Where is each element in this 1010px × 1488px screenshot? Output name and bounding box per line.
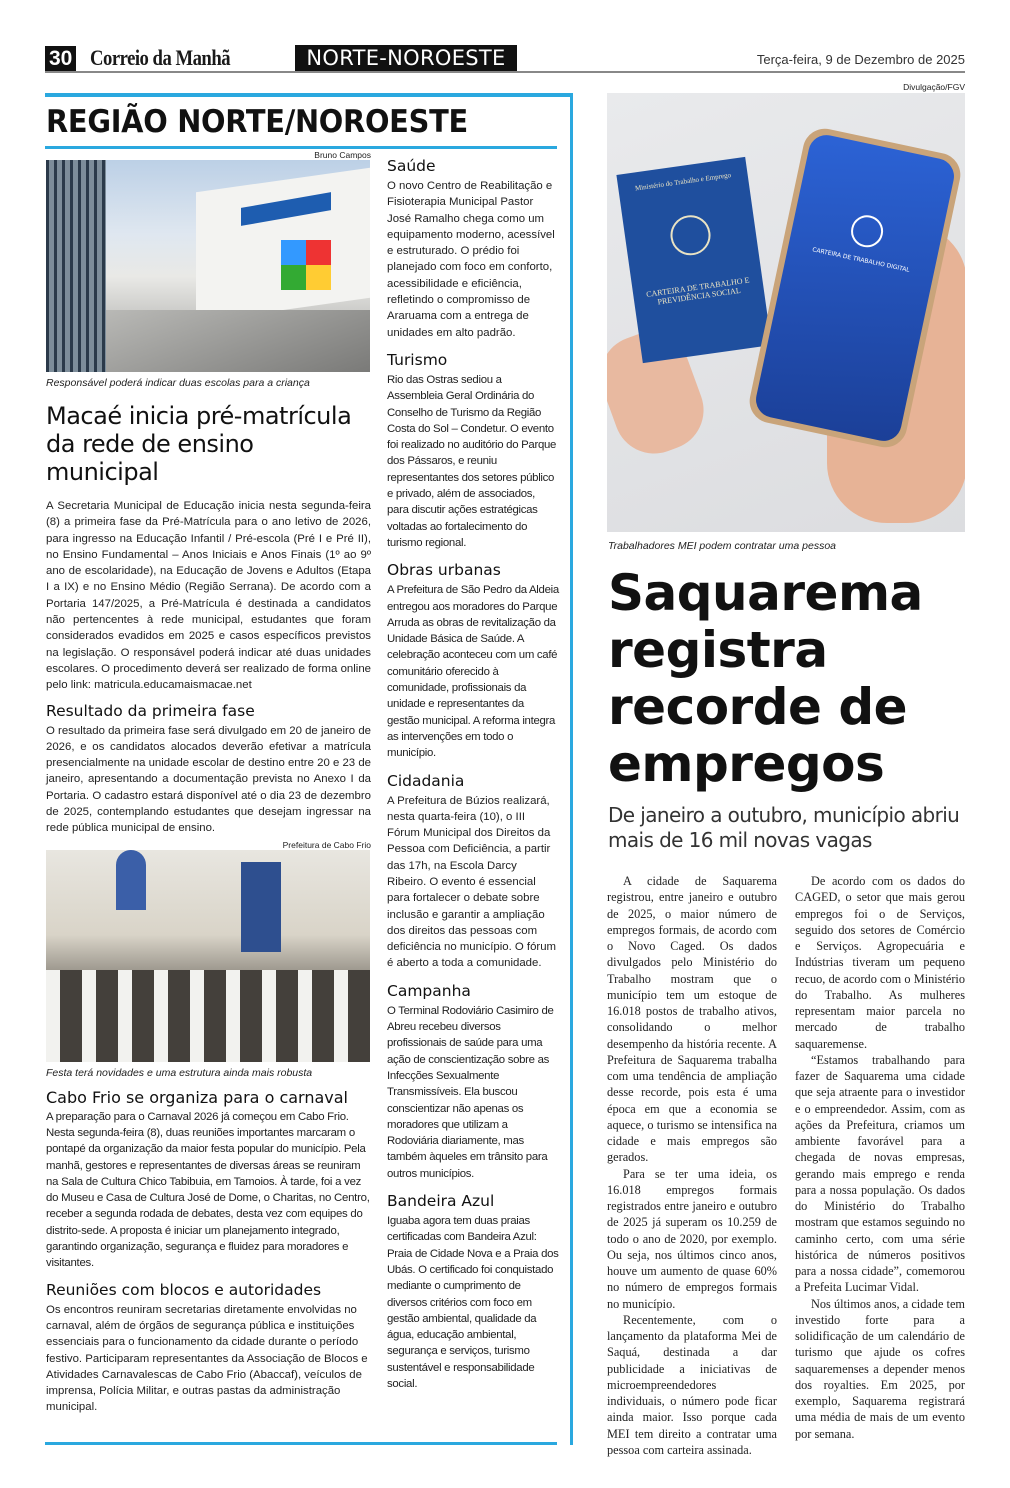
regional-briefs	[387, 157, 559, 1392]
article-paragraph: “Estamos trabalhando para fazer de Saquarema uma cidade que seja atraente para o investidor e o empreendedor. Assim, com as ações da Prefeitura, criamos um ambiente favorável para a chegada de novas empresas, gerando mais emprego e renda para a nossa população. Os dados do Ministério do Trabalho mostram que estamos seguindo no caminho certo, com uma série histórica de números positivos para a nossa cidade”, comemorou a Prefeita Lucimar Vidal.	[795, 1052, 965, 1295]
saquarema-article-col1	[607, 873, 777, 1458]
issue-date: Terça-feira, 9 de Dezembro de 2025	[756, 52, 965, 67]
article-headline: Macaé inicia pré-matrícula da rede de ensino municipal	[46, 402, 352, 486]
article-paragraph: De acordo com os dados do CAGED, o setor que mais gerou empregos foi o de Serviços, seguido dos setores de Comércio e Serviços. Agropecuária e Indústrias tiveram um pequeno recuo, de acordo com o Ministério do Trabalho. As mulheres representam maior parcela no mercado de trabalho saquaremense.	[795, 874, 965, 1051]
frame-right-rule	[570, 93, 573, 1445]
photo-credit: Divulgação/FGV	[903, 82, 965, 92]
article-paragraph: Os encontros reuniram secretarias diretamente envolvidas no carnaval, além de órgãos de segurança pública e instituições essenciais para o funcionamento da cidade durante o período festivo. Participaram representantes da Associação de Blocos e Atividades Carnavalescas de Cabo Frio (Abaccaf), veículos de imprensa, Polícia Militar, e outras pastas da administração municipal.	[46, 1303, 368, 1414]
article-paragraph: Nos últimos anos, a cidade tem investido forte para a solidificação de um calendário de turismo que ajude os cofres saquaremenses a depender menos dos royalties. Em 2025, por exemplo, Saquarema registrará uma média de mais de um evento por semana.	[795, 1296, 965, 1441]
brief-title: Obras urbanas	[387, 561, 501, 580]
frame-top-rule	[45, 93, 573, 97]
newspaper-brand: Correio da Manhã	[90, 45, 231, 70]
brief-text: A Prefeitura de São Pedro da Aldeia entregou aos moradores do Parque Arruda as obras de revitalização da Unidade Básica de Saúde. A celebração aconteceu com um café comunitário oferecido à comunidade, profissionais da unidade e representantes da gestão municipal. A reforma integra as intervenções em todo o município.	[387, 584, 559, 760]
article-paragraph: O resultado da primeira fase será divulgado em 20 de janeiro de 2026, e os candidatos alocados deverão efetivar a matrícula presencialmente na unidade escolar de destino entre 20 e 23 de janeiro, apresentando a documentação prevista no Anexo I da Portaria. O cadastro estará disponível até o dia 23 de dezembro de 2025, contemplando estudantes que desejam ingressar na rede pública municipal de ensino.	[46, 724, 371, 835]
frame-bottom-rule	[45, 1442, 557, 1445]
booklet-title: CARTEIRA DE TRABALHO E PREVIDÊNCIA SOCIAL	[645, 275, 750, 307]
article-paragraph: A preparação para o Carnaval 2026 já começou em Cabo Frio. Nesta segunda-feira (8), duas reuniões importantes marcaram o pontapé da organização da maior festa popular do município. Pela manhã, gestores e representantes de diversas áreas se reuniram na Sala de Cultura Chico Tabibuia, em Tamoios. À tarde, foi a vez do Museu e Casa de Cultura José de Dome, o Charitas, no Centro, receber a segunda rodada de debates, desta vez com equipes do distrito-sede. A proposta é iniciar um planejamento integrado, garantindo organização, segurança e fluidez para moradores e visitantes.	[46, 1110, 370, 1270]
brief-title: Cidadania	[387, 771, 465, 790]
page-number: 30	[45, 46, 76, 71]
work-card-photo	[607, 93, 965, 532]
article-paragraph: A cidade de Saquarema registrou, entre janeiro e outubro de 2025, o maior número de empregos formais, de acordo com o Novo Caged. Os dados divulgados pelo Ministério do Trabalho mostram que o município tem um estoque de 16.018 postos de trabalho ativos, consolidando o melhor desempenho da história recente. A Prefeitura de Saquarema trabalha com uma tendência de ampliação desse recorde, pois esta é uma época em que a economia se aquece, o turismo se intensifica na cidade e mais empregos são gerados.	[607, 874, 777, 1165]
article-paragraph: Recentemente, com o lançamento da plataforma Mei de Saquá, destinada a dar publicidade a iniciativas de microempreendedores individuais, o número pode ficar ainda maior. Isso porque cada MEI tem direito a contratar uma pessoa com carteira assinada.	[607, 1312, 777, 1457]
headline-deck: De janeiro a outubro, município abriu mais de 16 mil novas vagas	[608, 803, 960, 852]
brief-text: Iguaba agora tem duas praias certificadas com Bandeira Azul: Praia de Cidade Nova e a Praia dos Ubás. O certificado foi conquistado mediante o cumprimento de diversos critérios com foco em gestão ambiental, qualidade da água, educação ambiental, segurança e serviços, turismo sustentável e responsabilidade social.	[387, 1215, 559, 1390]
article-paragraph: A Secretaria Municipal de Educação inicia nesta segunda-feira (8) a primeira fase da Pré-Matrícula para o ano letivo de 2026, para ingresso na Educação Infantil / Pré-escola (Pré I e Pré II), no Ensino Fundamental – Anos Iniciais e Anos Finais (1º ao 9º ano de escolaridade), na Educação de Jovens e Adultos (Etapa I a IX) e no Ensino Médio (Região Serrana). De acordo com a Portaria 147/2025, a Pré-Matrícula é destinada a candidatos não pertencentes à rede municipal, estudantes que foram considerados evadidos em 2025 e casos específicos previstos na legislação. O responsável poderá indicar até duas unidades escolares. O procedimento deverá ser realizado de forma online pelo link: matricula.educamaismacae.net	[46, 500, 371, 692]
work-booklet	[616, 157, 771, 363]
school-building-photo	[46, 160, 370, 372]
booklet-ministry: Ministério do Trabalho e Emprego	[634, 171, 732, 193]
brief-title: Bandeira Azul	[387, 1192, 495, 1211]
photo-caption: Festa terá novidades e uma estrutura ainda mais robusta	[46, 1066, 313, 1079]
photo-credit: Prefeitura de Cabo Frio	[282, 839, 371, 850]
article-paragraph: Para se ter uma ideia, os 16.018 empregos formais registrados entre janeiro e outubro de 2025 já superam os 10.259 de todo o ano de 2020, por exemplo. Ou seja, nos últimos cinco anos, houve um aumento de quase 60% no número de empregos formais no município.	[607, 1166, 777, 1311]
cabo-frio-article	[46, 1088, 371, 1416]
article-subhead: Resultado da primeira fase	[46, 701, 255, 720]
brief-text: O Terminal Rodoviário Casimiro de Abreu recebeu diversos profissionais de saúde para uma ação de conscientização sobre as Infecções Sexualmente Transmissíveis. Ela buscou conscientizar não apenas os moradores que utilizam a Rodoviária diariamente, mas também àqueles em trânsito para outros municípios.	[387, 1004, 554, 1180]
brief-title: Saúde	[387, 157, 436, 175]
main-headline: Saquarema registra recorde de empregos	[608, 564, 923, 793]
title-underline	[45, 146, 557, 149]
article-headline: Cabo Frio se organiza para o carnaval	[46, 1087, 348, 1107]
article-columns	[607, 873, 968, 1458]
photo-credit: Bruno Campos	[314, 150, 371, 160]
carnival-meeting-photo	[46, 850, 370, 1062]
brief-text: Rio das Ostras sediou a Assembleia Geral Ordinária do Conselho de Turismo da Região Costa do Sol – Condetur. O evento foi realizado no auditório do Parque dos Pássaros, e reuniu representantes dos setores público e privado, além de associados, para discutir ações estratégicas voltadas ao fortalecimento do turismo regional.	[387, 373, 557, 549]
saquarema-story	[608, 565, 968, 1458]
macae-article	[46, 498, 371, 837]
brief-title: Turismo	[387, 350, 448, 369]
article-subhead: Reuniões com blocos e autoridades	[46, 1280, 322, 1299]
photo-caption: Responsável poderá indicar duas escolas para a criança	[46, 377, 310, 389]
header-rule	[45, 71, 965, 73]
brief-title: Campanha	[387, 981, 471, 1000]
phone-app-title: CARTEIRA DE TRABALHO DIGITAL	[811, 246, 911, 274]
brief-text: O novo Centro de Reabilitação e Fisioterapia Municipal Pastor José Ramalho chega como um equipamento moderno, acessível e estruturado. O prédio foi planejado com foco em conforto, acessibilidade e eficiência, refletindo o compromisso de Araruama com a entrega de unidades em alto padrão.	[387, 180, 555, 339]
section-label: NORTE-NOROESTE	[295, 45, 517, 71]
left-column	[46, 150, 371, 1416]
brief-text: A Prefeitura de Búzios realizará, nesta quarta-feira (10), o III Fórum Municipal dos Direitos da Pessoa com Deficiência, a partir das 17h, na Escola Darcy Ribeiro. O evento é essencial para fortalecer o debate sobre inclusão e garantir a ampliação dos direitos das pessoas com deficiência no município. O fórum é aberto a toda a comunidade.	[387, 794, 557, 970]
photo-caption: Trabalhadores MEI podem contratar uma pessoa	[608, 540, 837, 552]
saquarema-article-col2	[795, 873, 965, 1458]
region-title: REGIÃO NORTE/NOROESTE	[46, 104, 468, 140]
